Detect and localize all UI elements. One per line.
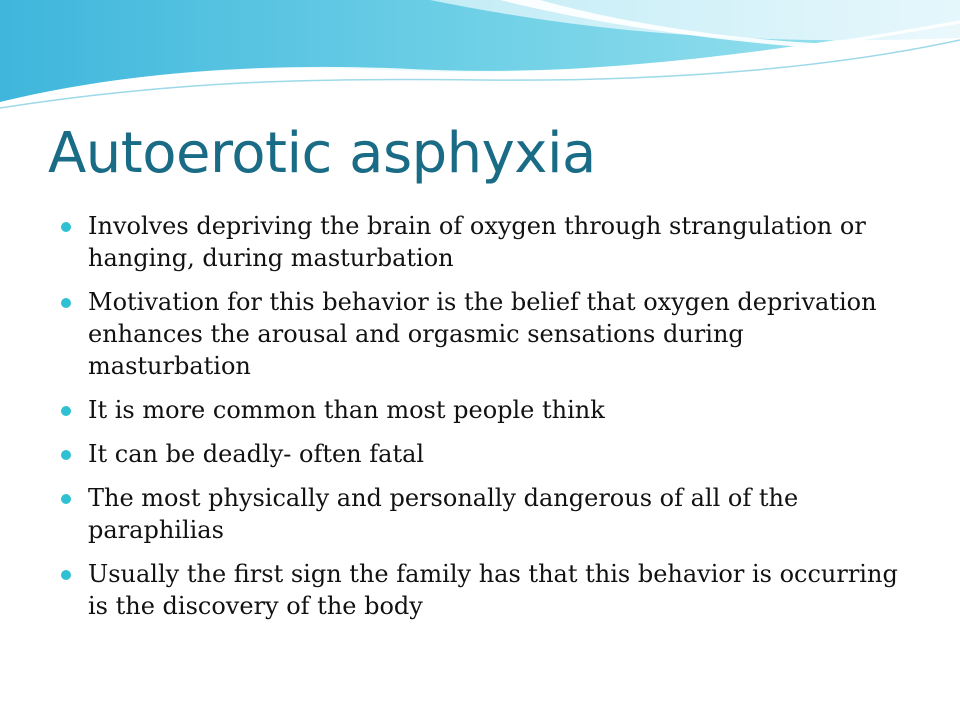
- header-wave-decoration: [0, 0, 960, 120]
- bullet-dot-icon: [61, 494, 71, 504]
- bullet-item: [60, 210, 900, 274]
- bullet-dot-icon: [61, 406, 71, 416]
- bullet-dot-icon: [61, 222, 71, 232]
- bullet-text: Usually the first sign the family has that this behavior is occurring is the discovery of the body: [88, 560, 898, 620]
- bullet-item: [60, 394, 900, 426]
- bullet-text: Motivation for this behavior is the belief that oxygen deprivation enhances the arousal and orgasmic sensations during masturbation: [88, 288, 877, 380]
- bullet-text: It can be deadly- often fatal: [88, 440, 425, 468]
- bullet-list: [60, 210, 900, 634]
- bullet-text: It is more common than most people think: [88, 396, 605, 424]
- bullet-dot-icon: [61, 298, 71, 308]
- bullet-dot-icon: [61, 450, 71, 460]
- bullet-item: [60, 286, 900, 382]
- bullet-dot-icon: [61, 570, 71, 580]
- bullet-item: [60, 558, 900, 622]
- bullet-text: The most physically and personally dangerous of all of the paraphilias: [88, 484, 799, 544]
- bullet-item: [60, 438, 900, 470]
- slide-title: Autoerotic asphyxia: [48, 121, 596, 186]
- bullet-item: [60, 482, 900, 546]
- bullet-text: Involves depriving the brain of oxygen through strangulation or hanging, during masturbation: [88, 212, 866, 272]
